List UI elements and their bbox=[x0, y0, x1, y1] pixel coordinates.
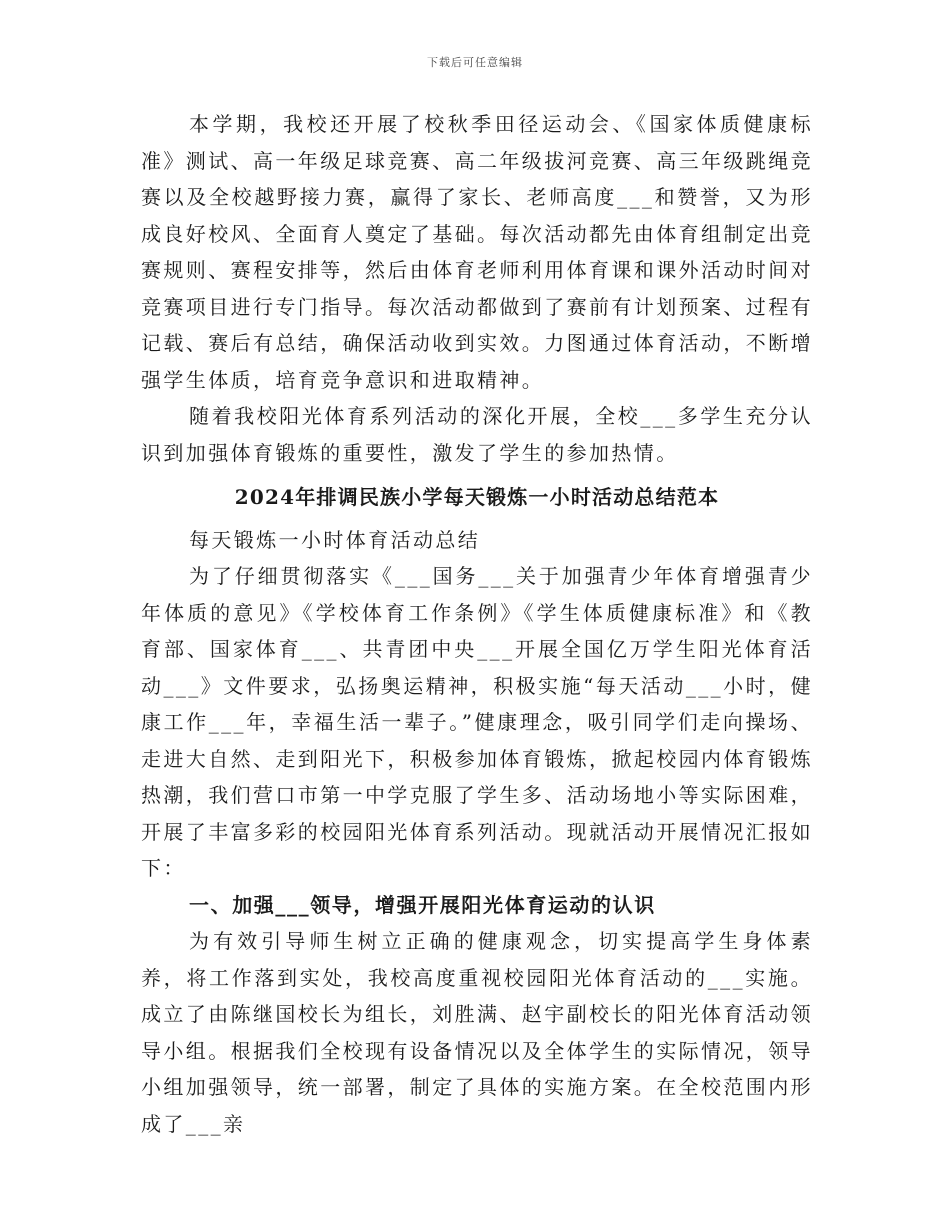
document-subtitle: 每天锻炼一小时体育活动总结 bbox=[189, 527, 481, 552]
body-paragraph-3: 为了仔细贯彻落实《___国务___关于加强青少年体育增强青少年体质的意见》《学校体育工作条例》《学生体质健康标准》和《教育部、国家体育___、共青团中央___开展全国亿万学生阳光体育活动___》文件要求，弘扬奥运精神，积极实施“每天活动___小时，健康工作___年，幸福生活一辈子。”健康理念，吸引同学们走向操场、走进大自然、走到阳光下，积极参加体育锻炼，掀起校园内体育锻炼热潮，我们营口市第一中学克服了学生多、活动场地小等实际困难，开展了丰富多彩的校园阳光体育系列活动。现就活动开展情况汇报如下： bbox=[141, 564, 813, 880]
page-header-note: 下载后可任意编辑 bbox=[427, 56, 523, 69]
body-paragraph-1: 本学期，我校还开展了校秋季田径运动会、《国家体质健康标准》测试、高一年级足球竞赛、高二年级拔河竞赛、高三年级跳绳竞赛以及全校越野接力赛，赢得了家长、老师高度___和赞誉，又为形成良好校风、全面育人奠定了基础。每次活动都先由体育组制定出竞赛规则、赛程安排等，然后由体育老师利用体育课和课外活动时间对竞赛项目进行专门指导。每次活动都做到了赛前有计划预案、过程有记载、赛后有总结，确保活动收到实效。力图通过体育活动，不断增强学生体质，培育竞争意识和进取精神。 bbox=[141, 112, 813, 392]
body-paragraph-4: 为有效引导师生树立正确的健康观念，切实提高学生身体素养，将工作落到实处，我校高度重视校园阳光体育活动的___实施。成立了由陈继国校长为组长，刘胜满、赵宇副校长的阳光体育活动领导小组。根据我们全校现有设备情况以及全体学生的实际情况，领导小组加强领导，统一部署，制定了具体的实施方案。在全校范围内形成了___亲 bbox=[141, 929, 813, 1136]
document-title: 2024年排调民族小学每天锻炼一小时活动总结范本 bbox=[234, 485, 720, 509]
body-paragraph-2: 随着我校阳光体育系列活动的深化开展，全校___多学生充分认识到加强体育锻炼的重要性，激发了学生的参加热情。 bbox=[141, 404, 813, 465]
document-body bbox=[141, 106, 813, 1142]
section-heading-1: 一、加强___领导，增强开展阳光体育运动的认识 bbox=[189, 892, 656, 917]
